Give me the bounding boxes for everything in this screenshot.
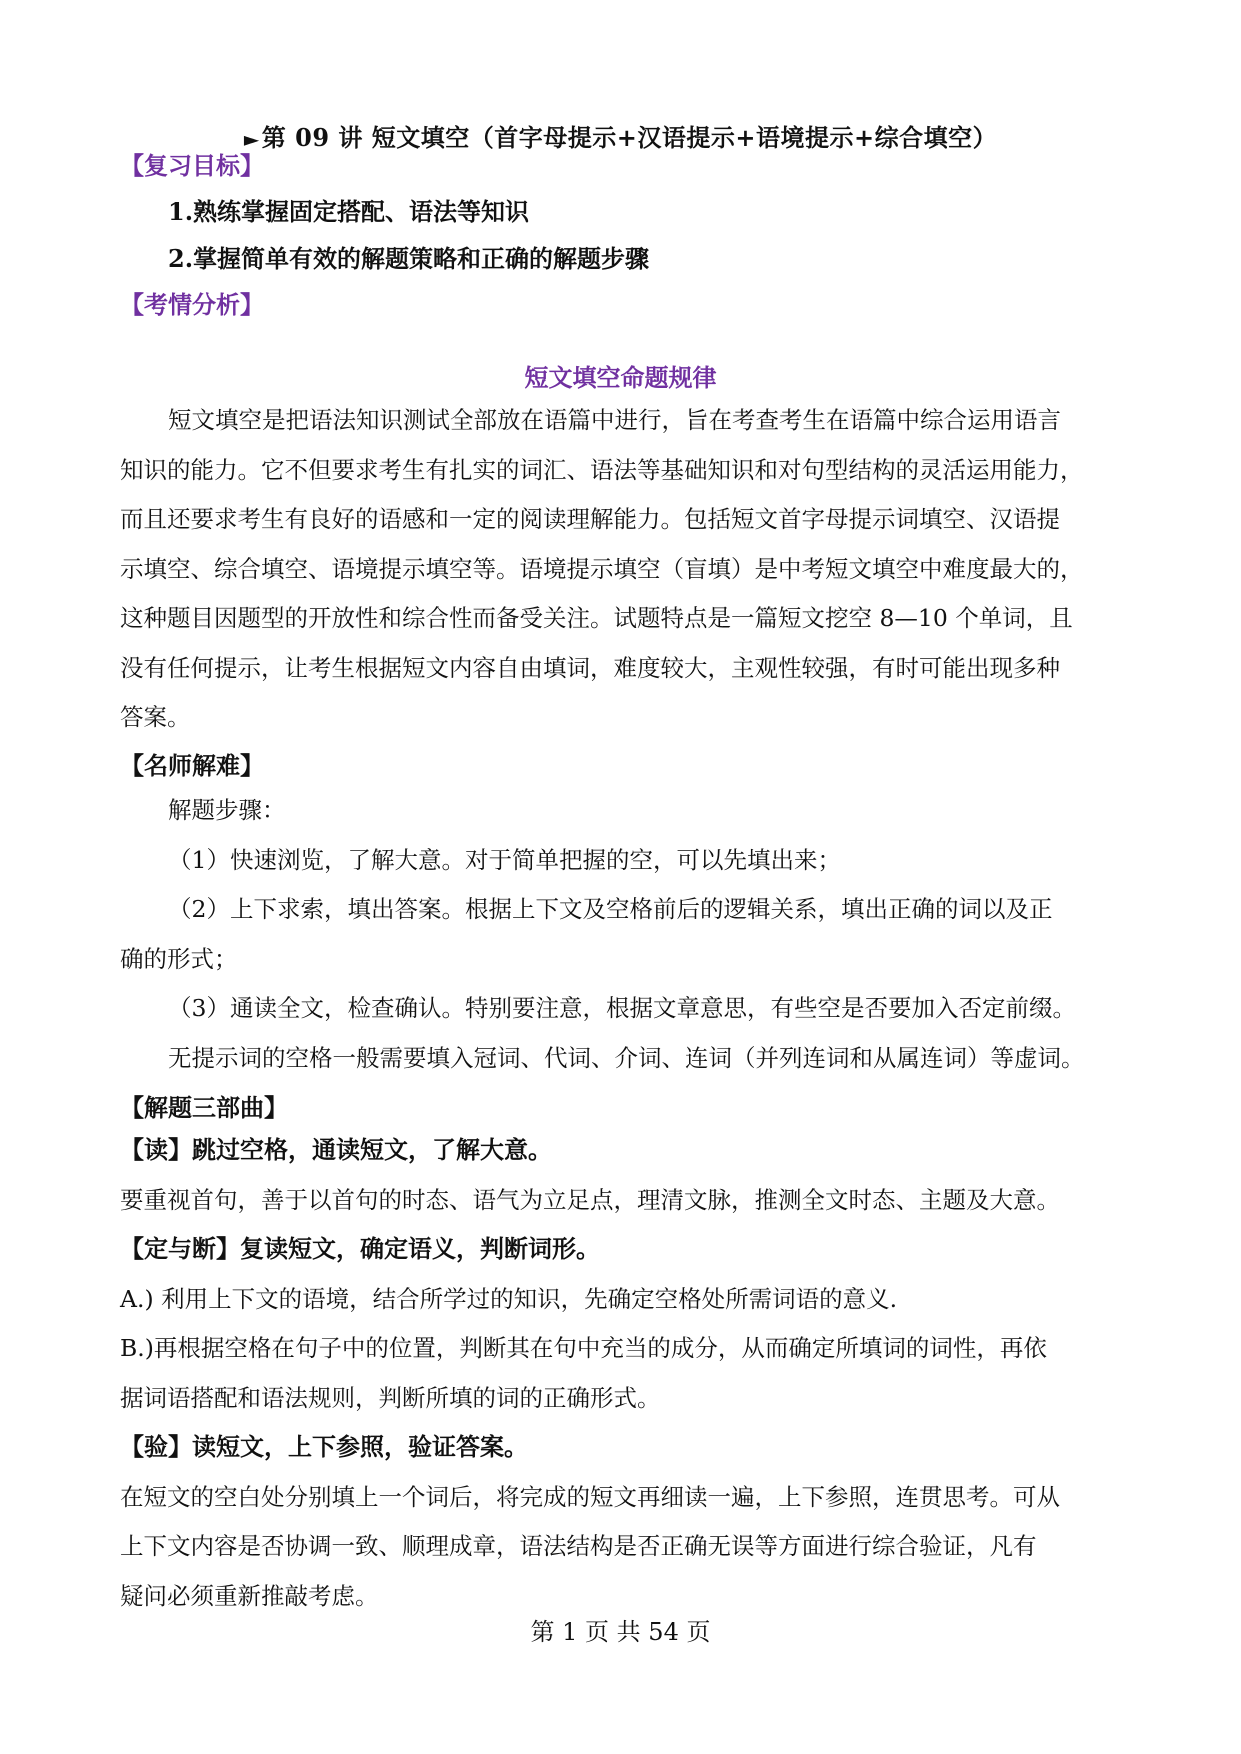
paragraph-line: 在短文的空白处分别填上一个词后，将完成的短文再细读一遍，上下参照，连贯思考。可从 — [120, 1482, 1060, 1511]
paragraph-line: 无提示词的空格一般需要填入冠词、代词、介词、连词（并列连词和从属连词）等虚词。 — [168, 1043, 1085, 1072]
three-steps-paragraph — [120, 1126, 1130, 1621]
step-line: （1）快速浏览，了解大意。对于简单把握的空，可以先填出来； — [168, 845, 841, 874]
paragraph-line: 而且还要求考生有良好的语感和一定的阅读理解能力。包括短文首字母提示词填空、汉语提 — [120, 505, 1060, 533]
lesson-title-text: 第 09 讲 短文填空（首字母提示+汉语提示+语境提示+综合填空） — [261, 123, 998, 152]
page-footer: 第 1 页 共 54 页 — [530, 1618, 711, 1646]
teacher-paragraph — [120, 786, 1130, 1083]
analysis-heading: 【考情分析】 — [120, 291, 264, 319]
paragraph-line: 据词语搭配和语法规则，判断所填的词的正确形式。 — [120, 1383, 661, 1412]
teacher-heading: 【名师解难】 — [120, 752, 264, 780]
paragraph-line: 没有任何提示，让考生根据短文内容自由填词，难度较大，主观性较强，有时可能出现多种 — [120, 653, 1060, 682]
read-step-heading: 【读】跳过空格，通读短文，了解大意。 — [120, 1136, 552, 1164]
paragraph-line: B.)再根据空格在句子中的位置，判断其在句中充当的成分，从而确定所填词的词性，再依 — [120, 1334, 1047, 1362]
paragraph-line: 上下文内容是否协调一致、顺理成章，语法结构是否正确无误等方面进行综合验证，凡有 — [120, 1532, 1037, 1560]
paragraph-line: 示填空、综合填空、语境提示填空等。语境提示填空（盲填）是中考短文填空中难度最大的， — [120, 554, 1084, 583]
step-line: 确的形式； — [120, 944, 238, 973]
paragraph-line: 解题步骤： — [168, 796, 286, 824]
review-goal-item: 1.熟练掌握固定搭配、语法等知识 — [168, 197, 530, 226]
paragraph-line: 疑问必须重新推敲考虑。 — [120, 1581, 379, 1610]
paragraph-line: 知识的能力。它不但要求考生有扎实的词汇、语法等基础知识和对句型结构的灵活运用能力， — [120, 455, 1084, 484]
verify-step-heading: 【验】读短文，上下参照，验证答案。 — [120, 1433, 528, 1461]
arrow-icon: ► — [243, 127, 260, 151]
review-goal-item: 2.掌握简单有效的解题策略和正确的解题步骤 — [168, 244, 650, 273]
review-goal-heading: 【复习目标】 — [120, 152, 264, 180]
paragraph-line: 要重视首句，善于以首句的时态、语气为立足点，理清文脉，推测全文时态、主题及大意。 — [120, 1185, 1060, 1214]
decide-step-heading: 【定与断】复读短文，确定语义，判断词形。 — [120, 1235, 600, 1263]
paragraph-line: 答案。 — [120, 703, 191, 731]
analysis-subheading: 短文填空命题规律 — [524, 364, 717, 392]
paragraph-line: 短文填空是把语法知识测试全部放在语篇中进行，旨在考查考生在语篇中综合运用语言 — [168, 406, 1061, 434]
paragraph-line: 这种题目因题型的开放性和综合性而备受关注。试题特点是一篇短文挖空 8—10 个单词，且 — [120, 604, 1073, 632]
three-steps-heading: 【解题三部曲】 — [120, 1094, 288, 1122]
paragraph-line: A.) 利用上下文的语境，结合所学过的知识，先确定空格处所需词语的意义. — [120, 1284, 898, 1313]
analysis-paragraph — [120, 396, 1130, 743]
step-line: （2）上下求索，填出答案。根据上下文及空格前后的逻辑关系，填出正确的词以及正 — [168, 895, 1053, 923]
step-line: （3）通读全文，检查确认。特别要注意，根据文章意思，有些空是否要加入否定前缀。 — [168, 994, 1076, 1022]
